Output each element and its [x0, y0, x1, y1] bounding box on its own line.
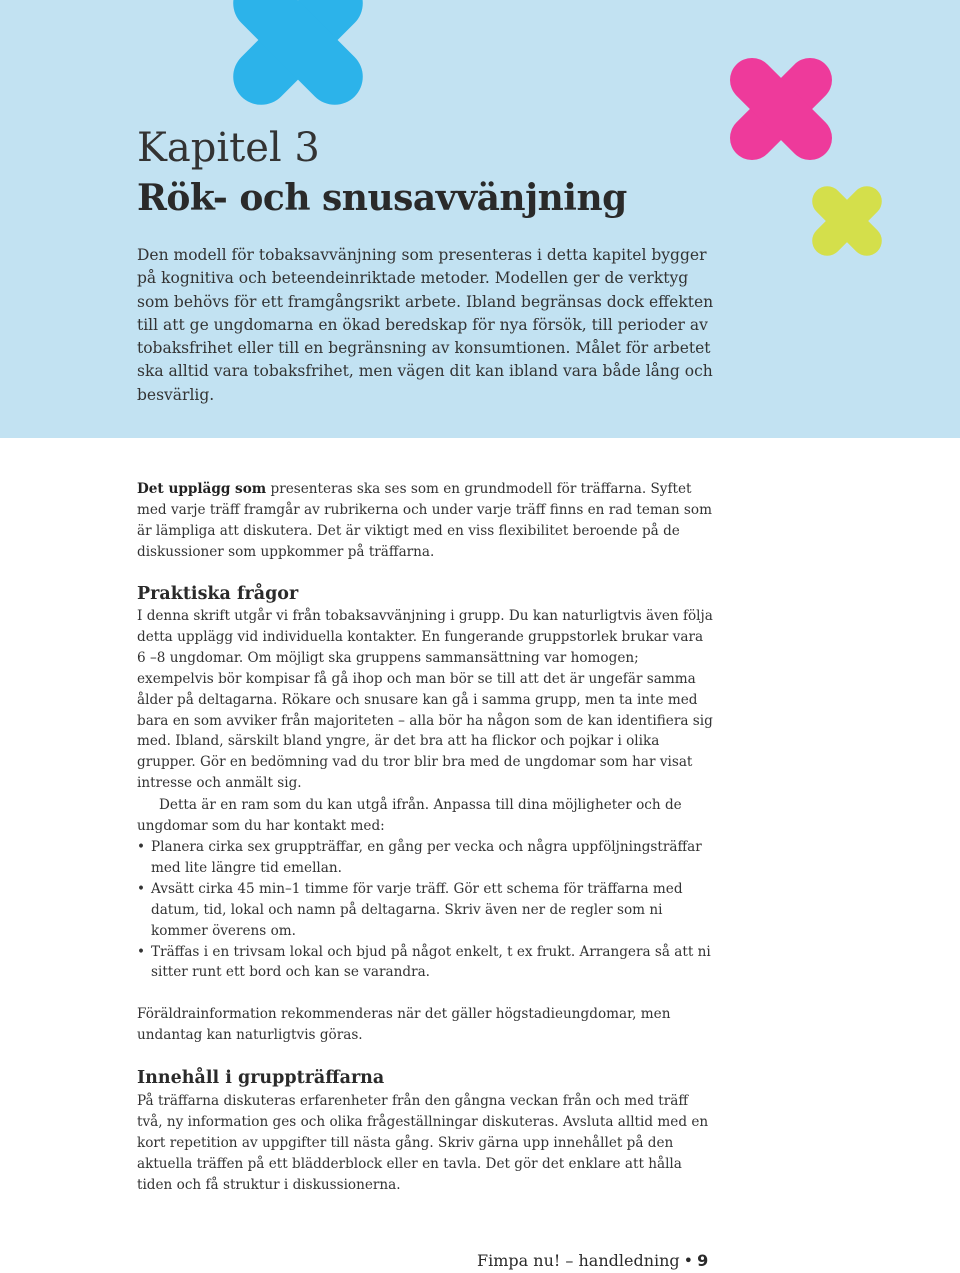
page-number: 9	[697, 1251, 709, 1270]
chapter-label: Kapitel 3	[137, 125, 320, 171]
pink-cross-icon	[718, 46, 844, 172]
practical-paragraph-2	[137, 795, 713, 837]
section-heading-practical: Praktiska frågor	[137, 584, 299, 604]
practical-bullet-list	[137, 837, 713, 983]
header-band	[0, 0, 960, 438]
bullet-item: • Träffas i en trivsam lokal och bjud på något enkelt, t ex frukt. Arrangera så att ni sitter runt ett bord och kan se varandra.	[137, 942, 713, 984]
section-heading-content: Innehåll i gruppträffarna	[137, 1068, 385, 1088]
footer-separator: •	[683, 1251, 694, 1270]
practical-paragraph: I denna skrift utgår vi från tobaksavvänjning i grupp. Du kan naturligtvis även följa detta upplägg vid individuella kontakter. En fungerande gruppstorlek brukar vara 6 –8 ungdomar. Om möjligt ska gruppens sammansättning var homogen; exempelvis bör kompisar få gå ihop och man bör se till att det är ungefär samma ålder på deltagarna. Rökare och snusare kan gå i samma grupp, men ta inte med bara en som avviker från majoriteten – alla bör ha någon som de kan identifiera sig med. Ibland, särskilt bland yngre, är det bra att ha flickor och pojkar i olika grupper. Gör en bedömning vad du tror blir bra med de ungdomar som har visat intresse och anmält sig.	[137, 608, 713, 792]
page-footer	[477, 1249, 708, 1273]
bullet-item: • Planera cirka sex gruppträffar, en gång per vecka och några uppföljningsträffar med lite längre tid emellan.	[137, 837, 713, 879]
blue-cross-icon	[218, 0, 378, 120]
practical-paragraph-2-text: Detta är en ram som du kan utgå ifrån. Anpassa till dina möjligheter och de ungdomar som du har kontakt med:	[137, 797, 682, 834]
lime-cross-icon	[804, 178, 890, 264]
parents-paragraph: Föräldrainformation rekommenderas när det gäller högstadieungdomar, men undantag kan naturligtvis göras.	[137, 1006, 671, 1043]
intro-paragraph: Den modell för tobaksavvänjning som presenteras i detta kapitel bygger på kognitiva och beteendeinriktade metoder. Modellen ger de verktyg som behövs för ett framgångsrikt arbete. Ibland begränsas dock effekten till att ge ungdomarna en ökad beredskap för nya försök, till perioder av tobaksfrihet eller till en begränsning av konsumtionen. Målet för arbetet ska alltid vara tobaksfrihet, men vägen dit kan ibland vara både lång och besvärlig.	[137, 246, 714, 404]
bullet-item: • Avsätt cirka 45 min–1 timme för varje träff. Gör ett schema för träffarna med datum, tid, lokal och namn på deltagarna. Skriv även ner de regler som ni kommer överens om.	[137, 879, 713, 942]
content-paragraph: På träffarna diskuteras erfarenheter från den gångna veckan från och med träff två, ny information ges och olika frågeställningar diskuteras. Avsluta alltid med en kort repetition av uppgifter till nästa gång. Skriv gärna upp innehållet på den aktuella träffen på ett blädderblock eller en tavla. Det gör det enklare att hålla tiden och få struktur i diskussionerna.	[137, 1093, 709, 1193]
lead-text: presenteras ska ses som en grundmodell för träffarna. Syftet med varje träff framgår av rubrikerna och under varje träff finns en rad teman som är lämpliga att diskutera. Det är viktigt med en viss flexibilitet beroende på de diskussioner som uppkommer på träffarna.	[137, 481, 712, 560]
footer-label: Fimpa nu! – handledning	[477, 1251, 680, 1270]
lead-paragraph	[137, 479, 713, 563]
chapter-title: Rök- och snusavvänjning	[137, 177, 627, 219]
lead-bold-text: Det upplägg som	[137, 481, 267, 497]
